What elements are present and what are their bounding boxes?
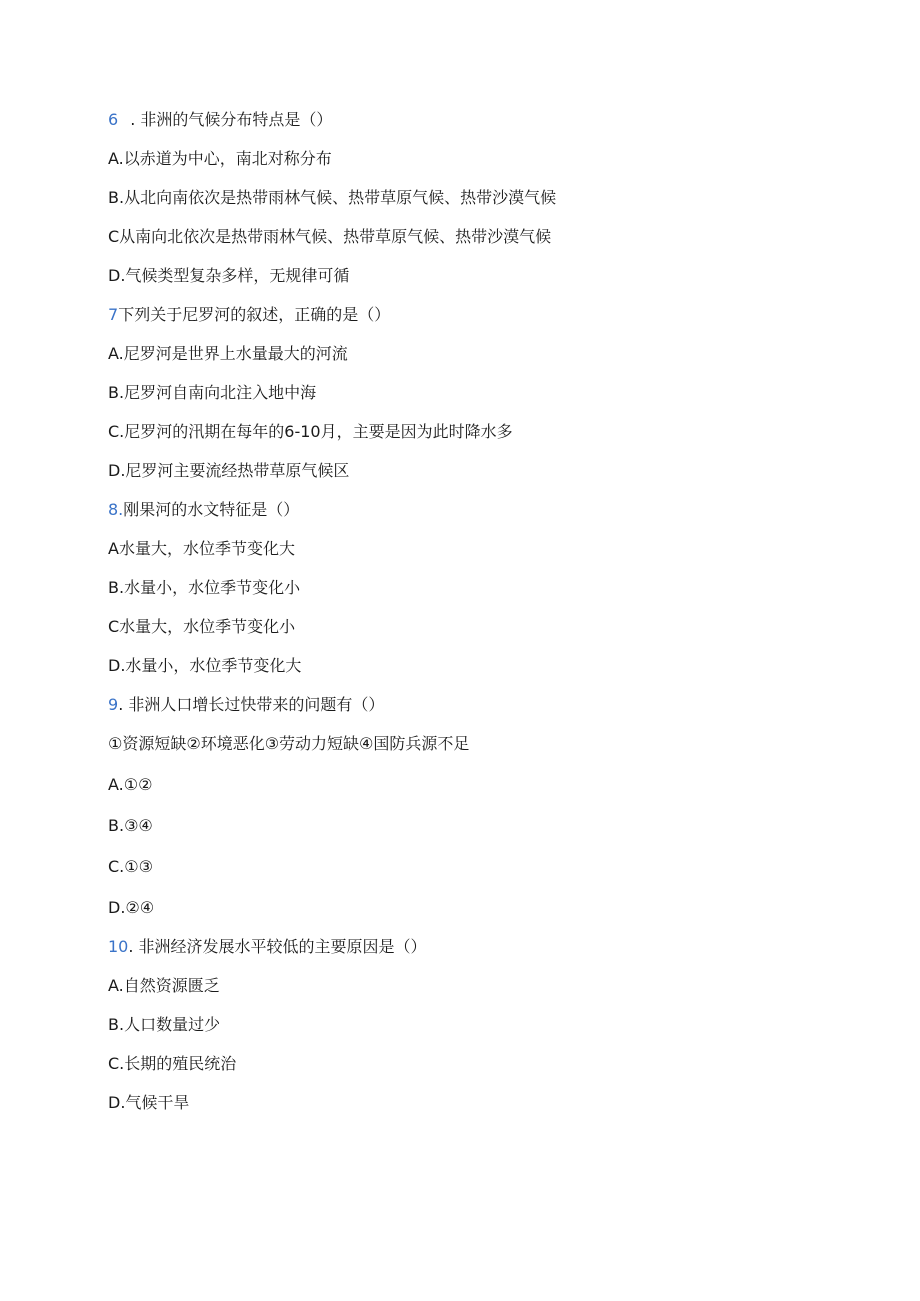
question-9-text: . 非洲人口增长过快带来的问题有（） [118,695,385,714]
question-9-option-c: C.①③ [108,857,153,876]
question-6-option-c: C从南向北依次是热带雨林气候、热带草原气候、热带沙漠气候 [108,227,552,246]
question-6-number: 6 [108,110,119,129]
question-9-statement: ①资源短缺②环境恶化③劳动力短缺④国防兵源不足 [108,734,470,753]
question-6-stem [108,110,332,130]
question-7-option-d: D.尼罗河主要流经热带草原气候区 [108,461,350,480]
question-9-option-a: A.①② [108,775,153,794]
question-6-text: . 非洲的气候分布特点是（） [130,110,333,129]
question-10-text: . 非洲经济发展水平较低的主要原因是（） [128,937,427,956]
question-8-stem [108,500,299,520]
question-7-text: 下列关于尼罗河的叙述，正确的是（） [118,305,391,324]
question-8-option-c: C水量大，水位季节变化小 [108,617,296,636]
question-9-number: 9 [108,695,119,714]
question-10-option-b: B.人口数量过少 [108,1015,221,1034]
question-10-number: 10 [108,937,129,956]
question-6-option-d: D.气候类型复杂多样，无规律可循 [108,266,350,285]
question-7-option-b: B.尼罗河自南向北注入地中海 [108,383,317,402]
question-7-stem [108,305,390,325]
question-7-number: 7 [108,305,119,324]
question-10-stem [108,937,427,957]
question-7-option-c: C.尼罗河的汛期在每年的6-10月，主要是因为此时降水多 [108,422,513,441]
question-7-option-a: A.尼罗河是世界上水量最大的河流 [108,344,348,363]
question-6-option-b: B.从北向南依次是热带雨林气候、热带草原气候、热带沙漠气候 [108,188,557,207]
question-6-option-a: A.以赤道为中心，南北对称分布 [108,149,332,168]
question-10-option-d: D.气候干旱 [108,1093,190,1112]
question-8-option-b: B.水量小，水位季节变化小 [108,578,301,597]
question-9-option-b: B.③④ [108,816,153,835]
question-10-option-c: C.长期的殖民统治 [108,1054,237,1073]
question-8-option-a: A水量大，水位季节变化大 [108,539,295,558]
question-8-text: 刚果河的水文特征是（） [123,500,300,519]
question-9-stem [108,695,384,715]
question-10-option-a: A.自然资源匮乏 [108,976,220,995]
question-9-option-d: D.②④ [108,898,155,917]
question-8-number: 8. [108,500,124,519]
question-8-option-d: D.水量小，水位季节变化大 [108,656,302,675]
